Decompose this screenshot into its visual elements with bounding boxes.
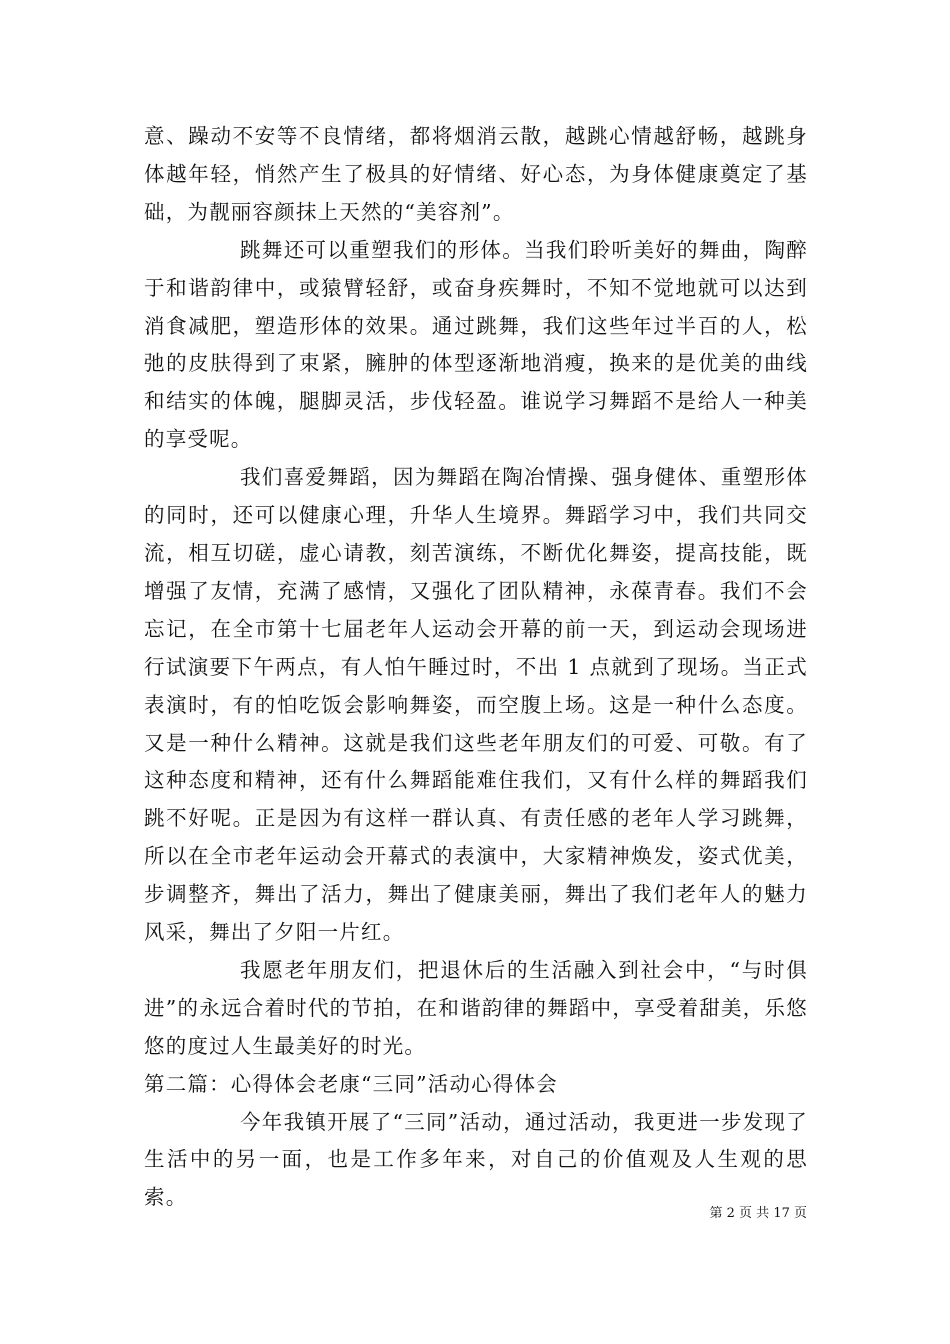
paragraph-continuation: 意、躁动不安等不良情绪，都将烟消云散，越跳心情越舒畅，越跳身体越年轻，悄然产生了极具的好情绪、好心态，为身体健康奠定了基础，为靓丽容颜抹上天然的“美容剂”。 (144, 124, 808, 224)
paragraph-love-dance: 我们喜爱舞蹈，因为舞蹈在陶冶情操、强身健体、重塑形体的同时，还可以健康心理，升华人生境界。舞蹈学习中，我们共同交流，相互切磋，虚心请教，刻苦演练，不断优化舞姿，提高技能，既增强了友情，充满了感情，又强化了团队精神，永葆青春。我们不会忘记，在全市第十七届老年人运动会开幕的前一天，到运动会现场进行试演要下午两点，有人怕午睡过时，不出 1 点就到了现场。当正式表演时，有的怕吃饭会影响舞姿，而空腹上场。这是一种什么态度。又是一种什么精神。这就是我们这些老年朋友们的可爱、可敬。有了这种态度和精神，还有什么舞蹈能难住我们，又有什么样的舞蹈我们跳不好呢。正是因为有这样一群认真、有责任感的老年人学习跳舞，所以在全市老年运动会开幕式的表演中，大家精神焕发，姿式优美，步调整齐，舞出了活力，舞出了健康美丽，舞出了我们老年人的魅力风采，舞出了夕阳一片红。 (144, 465, 808, 945)
paragraph-wish: 我愿老年朋友们，把退休后的生活融入到社会中，“与时俱进”的永远合着时代的节拍，在和谐韵律的舞蹈中，享受着甜美，乐悠悠的度过人生最美好的时光。 (144, 957, 808, 1058)
paragraph-san-tong: 今年我镇开展了“三同”活动，通过活动，我更进一步发现了生活中的另一面，也是工作多年来，对自己的价值观及人生观的思索。 (144, 1109, 808, 1210)
section-heading: 第二篇：心得体会老康“三同”活动心得体会 (144, 1071, 558, 1096)
document-body (144, 118, 808, 1217)
page-number-footer: 第 2 页 共 17 页 (709, 1206, 807, 1221)
paragraph-reshape-body: 跳舞还可以重塑我们的形体。当我们聆听美好的舞曲，陶醉于和谐韵律中，或猿臂轻舒，或奋身疾舞时，不知不觉地就可以达到消食减肥，塑造形体的效果。通过跳舞，我们这些年过半百的人，松弛的皮肤得到了束紧，臃肿的体型逐渐地消瘦，换来的是优美的曲线和结实的体魄，腿脚灵活，步伐轻盈。谁说学习舞蹈不是给人一种美的享受呢。 (144, 237, 808, 452)
